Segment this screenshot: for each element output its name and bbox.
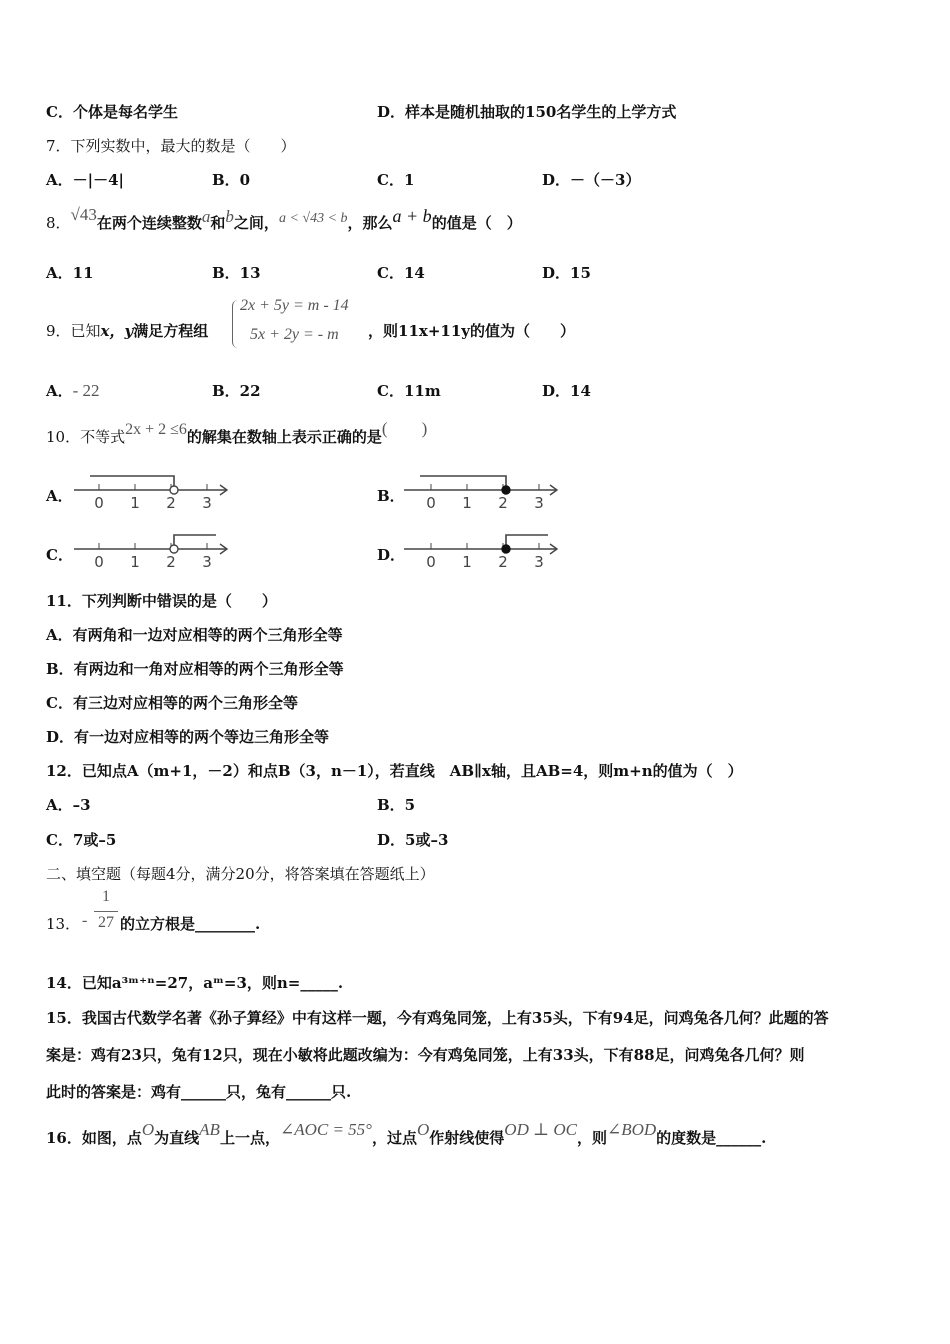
number-line-c [70,527,240,575]
q16-text-1: 为直线 [154,1129,200,1147]
q15-line-1: 15．我国古代数学名著《孙子算经》中有这样一题，今有鸡兔同笼，上有35头，下有94足，问鸡兔各几何？此题的答 [46,1009,829,1027]
q16-point-o-2: O [417,1120,430,1139]
q10-stem [46,419,428,448]
q12-option-b: B．5 [377,796,416,814]
q11-option-a: A．有两角和一边对应相等的两个三角形全等 [46,626,343,644]
q8-text-3: 之间， [233,214,279,232]
svg-text:0: 0 [94,494,104,512]
q16-line-ab: AB [199,1120,220,1139]
q8-option-a: A．11 [46,264,94,282]
q9-option-a-value: - 22 [72,381,100,400]
q7-option-c: C．1 [377,171,415,189]
q16-text-4: 作射线使得 [429,1129,505,1147]
q8-option-c: C．14 [377,264,425,282]
q8-sum: a + b [392,206,432,226]
q9-option-a [46,381,100,401]
q7-option-b: B．0 [212,171,251,189]
q15-line-2: 案是：鸡有23只，兔有12只，现在小敏将此题改编为：今有鸡兔同笼，上有33头，下有88足，问鸡兔各几何？则 [46,1046,805,1064]
q9-option-d: D．14 [542,382,591,400]
svg-text:2: 2 [166,494,176,512]
q16-text-5: ，则 [576,1129,607,1147]
q9-mid: 满足方程组 [133,322,209,340]
q16-perpendicular: OD ⊥ OC [504,1120,577,1139]
q14-text: 14．已知a³ᵐ⁺ⁿ=27，aᵐ=3，则n=_____. [46,974,344,992]
q9-brace [232,300,239,348]
q9-post: ，则 [368,322,399,340]
q9-end: 的值为（ ） [470,322,576,340]
q9-pre: 9．已知 [46,322,101,340]
q12-option-d: D．5或–3 [377,831,449,849]
q8-sqrt43: √43 [70,205,97,224]
q9-xy: x，y [100,322,134,340]
q7-option-d: D．－（－3） [542,171,641,189]
q8-option-b: B．13 [212,264,261,282]
svg-text:0: 0 [426,494,436,512]
q13-fraction-bar [94,911,118,912]
q8-text-2: 和 [210,214,226,232]
q16-stem [46,1120,767,1148]
q10-paren: ( ) [381,419,428,438]
q13-numerator: 1 [102,888,110,905]
q13-denominator: 27 [98,914,114,931]
number-line-b [400,468,570,516]
q10-option-c: C． [46,546,73,564]
q7-option-a: A．－|－4| [46,171,124,189]
q10-inequality: 2x + 2 ≤6 [125,421,187,438]
q12-option-c: C．7或–5 [46,831,117,849]
q9-option-a-label: A． [46,382,73,400]
q16-text-2: 上一点， [219,1129,280,1147]
q10-option-d: D． [377,546,406,564]
q16-text-6: 的度数是______. [656,1129,767,1147]
q12-stem: 12．已知点A（m+1，－2）和点B（3，n－1），若直线 AB∥x轴，且AB=4，则m+n的值为（ ） [46,762,743,780]
svg-text:3: 3 [534,553,544,571]
q8-var-b: b [225,207,234,226]
q11-stem: 11．下列判断中错误的是（ ） [46,592,277,610]
section-2-heading: 二、填空题（每题4分，满分20分，将答案填在答题纸上） [46,865,435,883]
q16-angle-bod: ∠BOD [606,1120,657,1139]
q9-equation-1: 2x + 5y = m - 14 [240,297,349,314]
q9-option-b: B．22 [212,382,261,400]
q16-angle-aoc: ∠AOC = 55° [279,1120,372,1139]
q9-equation-2: 5x + 2y = - m [250,326,339,343]
q13-minus: - [82,912,88,929]
q13-text: 的立方根是________. [120,915,261,933]
svg-text:2: 2 [166,553,176,571]
q8-stem [46,205,522,235]
number-line-d [400,527,570,575]
number-line-a [70,468,240,516]
svg-text:2: 2 [498,553,508,571]
q8-var-a: a [201,207,211,226]
q8-text-1: 在两个连续整数 [96,214,202,232]
q9-stem-right [368,321,575,341]
q9-option-c: C．11m [377,382,441,400]
svg-text:3: 3 [202,494,212,512]
svg-text:2: 2 [498,494,508,512]
q16-text-3: ，过点 [371,1129,417,1147]
svg-text:1: 1 [462,494,472,512]
svg-text:1: 1 [130,494,140,512]
svg-text:3: 3 [202,553,212,571]
q9-expr: 11x+11y [398,322,470,340]
q10-pre: 10．不等式 [46,428,126,446]
q10-post: 的解集在数轴上表示正确的是 [186,428,382,446]
q10-option-b: B． [377,487,405,505]
svg-text:0: 0 [426,553,436,571]
q9-stem-left [46,321,208,341]
q16-number: 16．如图，点 [46,1129,142,1147]
q15-line-3: 此时的答案是：鸡有______只，兔有______只. [46,1083,352,1101]
q13-number: 13． [46,915,81,933]
q6-option-d: D．样本是随机抽取的150名学生的上学方式 [377,103,677,121]
q8-number: 8． [46,214,71,232]
q12-option-a: A．–3 [46,796,91,814]
q11-option-b: B．有两边和一角对应相等的两个三角形全等 [46,660,344,678]
q11-option-c: C．有三边对应相等的两个三角形全等 [46,694,298,712]
q6-option-c: C．个体是每名学生 [46,103,178,121]
q8-option-d: D．15 [542,264,591,282]
q7-stem: 7．下列实数中，最大的数是（ ） [46,137,296,155]
q8-text-4: ，那么 [347,214,393,232]
svg-text:1: 1 [130,553,140,571]
svg-text:0: 0 [94,553,104,571]
svg-text:3: 3 [534,494,544,512]
svg-text:1: 1 [462,553,472,571]
q16-point-o: O [141,1120,155,1139]
q10-option-a: A． [46,487,73,505]
q8-inequality: a < √43 < b [278,211,348,226]
q11-option-d: D．有一边对应相等的两个等边三角形全等 [46,728,330,746]
q8-text-5: 的值是（ ） [431,214,522,232]
